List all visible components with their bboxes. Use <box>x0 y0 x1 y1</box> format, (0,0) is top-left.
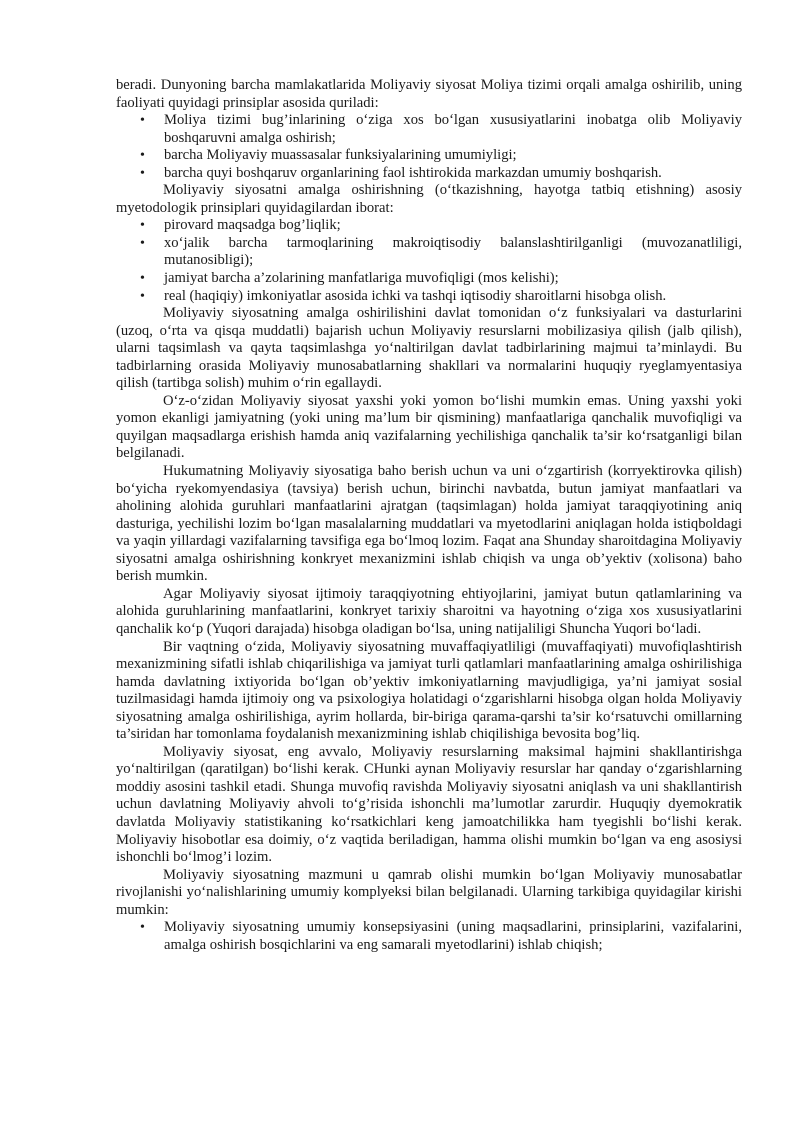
principles-list <box>116 112 742 182</box>
bullet-icon: • <box>140 113 145 129</box>
bullet-icon: • <box>140 920 145 936</box>
list-item: • barcha quyi boshqaruv organlarining faol ishtirokida markazdan umumiy boshqarish. <box>140 164 662 181</box>
paragraph: Bir vaqtning o‘zida, Moliyaviy siyosatning muvaffaqiyatliligi (muvaffaqiyati) muvofiqlashtirish mexanizmining sifatli ishlab chiqarilishiga va jamiyat turli qatlamlari manfaatlarining amalga oshirilishiga hamda davlatning ixtiyorida bo‘lgan ob’yektiv imkoniyatlarning mavjudligiga, ya’ni jamiyat sosial tuzilmasidagi hamda ijtimoiy ong va psixologiya holatidagi o‘zgarishlarni hisobga olgan holda Moliyaviy siyosatning amalga oshirilishiga, ayrim hollarda, bir-biriga qarama-qarshi ta’sir ko‘rsatuvchi omillarning ta’siridan har tomonlama foydalanish mexanizmining ishlab chiqilishiga bevosita bog’liq. <box>116 638 742 743</box>
paragraph: O‘z-o‘zidan Moliyaviy siyosat yaxshi yoki yomon bo‘lishi mumkin emas. Uning yaxshi yoki yomon ekanligi jamiyatning (yoki uning ma’lum bir qismining) manfaatlariga qanchalik muvofiqligi va quyilgan maqsadlarga erishish hamda aniq vazifalarning yechilishiga qanchalik ta’sir ko‘rsatganligi bilan belgilanadi. <box>116 392 742 462</box>
paragraph: Moliyaviy siyosatning amalga oshirilishini davlat tomonidan o‘z funksiyalari va dasturlarini (uzoq, o‘rta va qisqa muddatli) bajarish uchun Moliyaviy resurslarni mobilizasiya qilish (jalb qilish), ularni taqsimlash va qayta taqsimlashga yo‘naltirilgan davlat tadbirlarining majmui ta’minlaydi. Bu tadbirlarning orasida Moliyaviy munosabatlarning shakllari va normalarini huquqiy ryeglamyentasiya qilish (tartibga solish) muhim o‘rin egallaydi. <box>116 305 742 392</box>
paragraph-intro: beradi. Dunyoning barcha mamlakatlarida Moliyaviy siyosat Moliya tizimi orqali amalga oshirilib, uning faoliyati quyidagi prinsiplar asosida quriladi: <box>116 77 742 111</box>
paragraph: Moliyaviy siyosatning mazmuni u qamrab olishi mumkin bo‘lgan Moliyaviy munosabatlar rivojlanishi yo‘nalishlarining umumiy komplyeksi bilan belgilanadi. Ularning tarkibiga quyidagilar kirishi mumkin: <box>116 866 742 918</box>
bullet-icon: • <box>140 165 145 181</box>
paragraph: Agar Moliyaviy siyosat ijtimoiy taraqqiyotning ehtiyojlarini, jamiyat butun qatlamlarining va alohida guruhlarining manfaatlarini, konkryet tarixiy sharoitni va hayotning o‘ziga xos xususiyatlarini qanchalik ko‘p (Yuqori darajada) hisobga oladigan bo‘lsa, uning natijaliligi Shuncha Yuqori bo‘ladi. <box>116 585 742 637</box>
list-item: • real (haqiqiy) imkoniyatlar asosida ichki va tashqi iqtisodiy sharoitlarni hisobga olish. <box>140 287 667 304</box>
bullet-icon: • <box>140 271 145 287</box>
bullet-icon: • <box>140 288 145 304</box>
paragraph: Hukumatning Moliyaviy siyosatiga baho berish uchun va uni o‘zgartirish (korryektirovka qilish) bo‘yicha ryekomyendasiya (tavsiya) berish uchun, birinchi navbatda, butun jamiyat manfaatlari va aholining alohida guruhlari manfaatlarini ajratgan (taqsimlagan) holda jamiyat taraqqiyotining aniq dasturiga, yechilishi lozim bo‘lgan masalalarning muddatlari va myetodlarini aniqlagan holda istiqboldagi va yaqin yillardagi vazifalarning tavsifiga ega bo‘lmoq lozim. Faqat ana Shunday sharoitdagina Moliyaviy siyosatni amalga oshirishning konkryet mexanizmini ishlab chiqish va unga ob’yektiv (xolisona) baho berish mumkin. <box>116 463 742 585</box>
list-item: • pirovard maqsadga bog’liqlik; <box>140 217 341 234</box>
bullet-icon: • <box>140 218 145 234</box>
methodological-principles-list <box>116 217 742 305</box>
list-item: • barcha Moliyaviy muassasalar funksiyalarining umumiyligi; <box>140 147 517 164</box>
paragraph-methodological: Moliyaviy siyosatni amalga oshirishning (o‘tkazishning, hayotga tatbiq etishning) asosiy myetodologik prinsiplari quyidagilardan iborat: <box>116 182 742 216</box>
paragraph: Moliyaviy siyosat, eng avvalo, Moliyaviy resurslarning maksimal hajmini shakllantirishga yo‘naltirilgan (qaratilgan) bo‘lishi kerak. CHunki aynan Moliyaviy resurslar har qanday o‘zgarishlarning moddiy asosini tashkil etadi. Shunga muvofiq ravishda Moliyaviy siyosatni aniqlash va uni shakllantirish uchun davlatning Moliyaviy ahvoli to‘g’risida ishonchli ma’lumotlar zarurdir. Huquqiy dyemokratik davlatda Moliyaviy statistikaning ko‘rsatkichlari keng jamoatchilikka ham tyegishli bo‘lishi kerak. Moliyaviy hisobotlar esa doimiy, o‘z vaqtida beriladigan, hamma olishi mumkin bo‘lgan va eng asosiysi ishonchli bo‘lmog’i lozim. <box>116 743 742 866</box>
list-item: • jamiyat barcha a’zolarining manfatlariga muvofiqligi (mos kelishi); <box>140 270 559 287</box>
list-item: • Moliya tizimi bug’inlarining o‘ziga xos bo‘lgan xususiyatlarini inobatga olib Moliyaviy boshqaruvni amalga oshirish; <box>140 112 742 146</box>
bullet-icon: • <box>140 235 145 251</box>
list-item: • xo‘jalik barcha tarmoqlarining makroiqtisodiy balanslashtirilganligi (muvozanatliligi, mutanosibligi); <box>140 234 742 269</box>
policy-directions-list <box>116 919 742 954</box>
list-item: • Moliyaviy siyosatning umumiy konsepsiyasini (uning maqsadlarini, prinsiplarini, vazifalarini, amalga oshirish bosqichlarini va eng samarali myetodlarini) ishlab chiqish; <box>140 919 742 953</box>
bullet-icon: • <box>140 148 145 164</box>
